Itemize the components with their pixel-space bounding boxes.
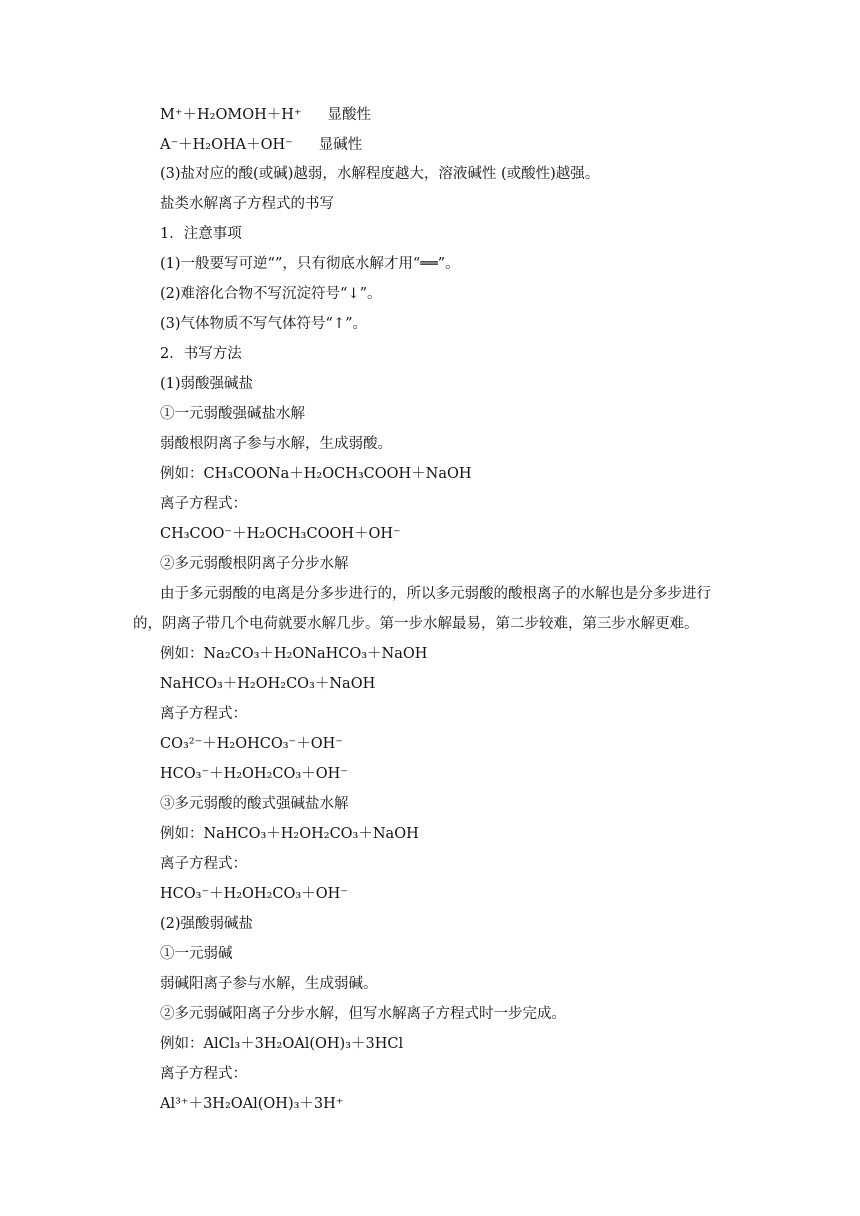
equation-line: 例如：AlCl₃＋3H₂OAl(OH)₃＋3HCl [160, 1036, 404, 1052]
text-line: 离子方程式： [160, 1066, 247, 1082]
section-heading: 盐类水解离子方程式的书写 [160, 196, 334, 212]
text-line: ②多元弱碱阳离子分步水解，但写水解离子方程式时一步完成。 [160, 1006, 566, 1022]
text-line: (1)一般要写可逆“”，只有彻底水解才用“══”。 [160, 256, 460, 272]
text-line: ①一元弱酸强碱盐水解 [160, 406, 305, 422]
equation-line: NaHCO₃＋H₂OH₂CO₃＋NaOH [160, 676, 376, 692]
text-line: ③多元弱酸的酸式强碱盐水解 [160, 796, 349, 812]
text-line: 弱碱阳离子参与水解，生成弱碱。 [160, 976, 378, 992]
text-line: (2)难溶化合物不写沉淀符号“↓”。 [160, 286, 382, 302]
text-line: (3)盐对应的酸(或碱)越弱，水解程度越大，溶液碱性 (或酸性)越强。 [160, 166, 600, 182]
text-line: ①一元弱碱 [160, 946, 233, 962]
equation-line: HCO₃⁻＋H₂OH₂CO₃＋OH⁻ [160, 766, 348, 782]
text-line: 离子方程式： [160, 496, 247, 512]
equation-line: 例如：NaHCO₃＋H₂OH₂CO₃＋NaOH [160, 826, 419, 842]
equation-line: CH₃COO⁻＋H₂OCH₃COOH＋OH⁻ [160, 526, 401, 542]
equation-line [160, 135, 362, 155]
subsection-heading: 1．注意事项 [160, 226, 242, 242]
equation-note: 显碱性 [318, 137, 363, 153]
equation-line: 例如：Na₂CO₃＋H₂ONaHCO₃＋NaOH [160, 646, 428, 662]
equation-text: A⁻＋H₂OHA＋OH⁻ [160, 137, 293, 153]
text-line: 离子方程式： [160, 856, 247, 872]
paragraph-line: 由于多元弱酸的电离是分多步进行的，所以多元弱酸的酸根离子的水解也是分多步进行 [160, 586, 711, 602]
text-line: 弱酸根阴离子参与水解，生成弱酸。 [160, 436, 392, 452]
equation-text: M⁺＋H₂OMOH＋H⁺ [160, 107, 302, 123]
equation-line: CO₃²⁻＋H₂OHCO₃⁻＋OH⁻ [160, 736, 343, 752]
text-line: ②多元弱酸根阴离子分步水解 [160, 556, 349, 572]
equation-note: 显酸性 [327, 107, 372, 123]
paragraph-line: 的，阴离子带几个电荷就要水解几步。第一步水解最易，第二步较难，第三步水解更难。 [133, 616, 699, 632]
equation-line [160, 105, 371, 125]
equation-line: HCO₃⁻＋H₂OH₂CO₃＋OH⁻ [160, 886, 348, 902]
text-line: 离子方程式： [160, 706, 247, 722]
text-line: (1)弱酸强碱盐 [160, 376, 254, 392]
text-line: (3)气体物质不写气体符号“↑”。 [160, 316, 368, 332]
equation-line: Al³⁺＋3H₂OAl(OH)₃＋3H⁺ [160, 1096, 344, 1112]
equation-line: 例如：CH₃COONa＋H₂OCH₃COOH＋NaOH [160, 466, 472, 482]
subsection-heading: 2．书写方法 [160, 346, 242, 362]
text-line: (2)强酸弱碱盐 [160, 916, 254, 932]
